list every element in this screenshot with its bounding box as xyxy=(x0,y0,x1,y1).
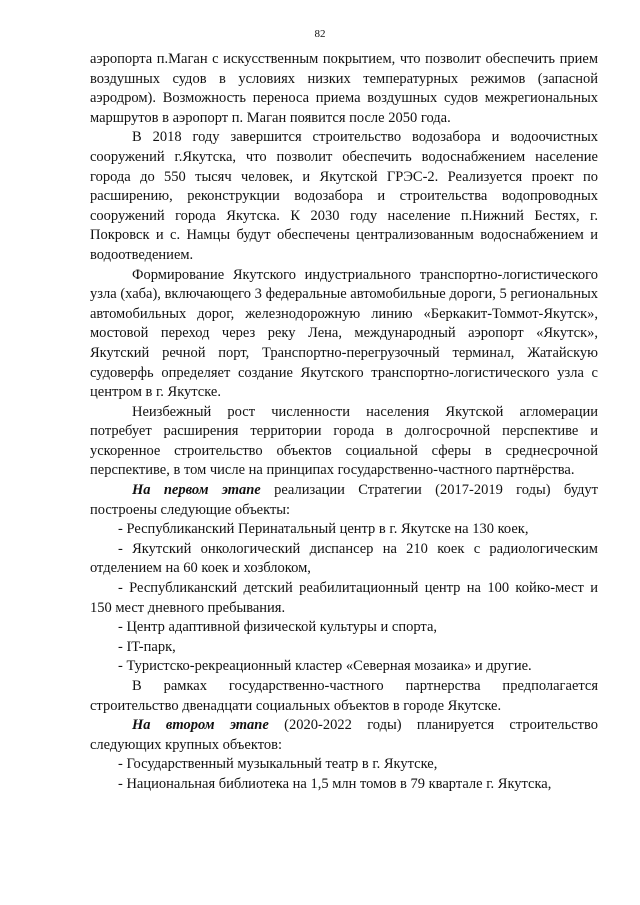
page-number: 82 xyxy=(314,28,326,40)
second-stage-heading: На втором этапе xyxy=(132,717,269,734)
paragraph-water-supply: В 2018 году завершится строительство водозабора и водоочистных сооружений г.Якутска, что позволит обеспечить водоснабжением население города до 550 тысяч человек, и Якутской ГРЭС-2. Реализуется проект по расширению, реконструкции водозабора и строительства водопроводных сооружений города Якутска. К 2030 году население п.Нижний Бестях, г. Покровск и с. Намцы будут обеспечены централизованным водоснабжением и водоотведением. xyxy=(90,129,598,263)
stage2-list-item: - Национальная библиотека на 1,5 млн томов в 79 квартале г. Якутска, xyxy=(118,775,552,792)
stage1-list-item: - Республиканский Перинатальный центр в г. Якутске на 130 коек, xyxy=(118,521,529,538)
paragraph-first-stage xyxy=(90,481,598,520)
paragraph-public-private: В рамках государственно-частного партнерства предполагается строительство двенадцати социальных объектов в городе Якутске. xyxy=(90,678,598,714)
first-stage-text: реализации Стратегии (2017-2019 годы) будут построены следующие объекты: xyxy=(90,482,598,518)
stage1-list-item: - Центр адаптивной физической культуры и спорта, xyxy=(118,619,437,636)
paragraph-transport-hub: Формирование Якутского индустриального транспортно-логистического узла (хаба), включающего 3 федеральные автомобильные дороги, 5 региональных автомобильных дорог, железнодорожную линию «Беркакит-Томмот-Якутск», мостовой переход через реку Лена, международный аэропорт «Якутск», Якутский речной порт, Транспортно-перегрузочный терминал, Жатайскую судоверфь определяет создание Якутского транспортно-логистического узла с центром в г. Якутске. xyxy=(90,266,598,401)
paragraph-airport: аэропорта п.Маган с искусственным покрытием, что позволит обеспечить прием воздушных судов в условиях низких температурных режимов (запасной аэродром). Возможность переноса приема воздушных судов межрегиональных маршрутов в аэропорт п. Маган появится после 2050 года. xyxy=(90,51,598,126)
stage2-list-item: - Государственный музыкальный театр в г. Якутске, xyxy=(118,756,438,773)
first-stage-heading: На первом этапе xyxy=(132,482,261,499)
paragraph-population-growth: Неизбежный рост численности населения Якутской агломерации потребует расширения территории города в долгосрочной перспективе и ускоренное строительство объектов социальной сферы в среднесрочной перспективе, в том числе на принципах государственно-частного партнёрства. xyxy=(90,403,598,479)
document-body xyxy=(90,50,598,795)
stage1-list-item: - IT-парк, xyxy=(118,638,176,655)
paragraph-second-stage xyxy=(90,716,598,755)
stage1-list-item: - Туристско-рекреационный кластер «Северная мозаика» и другие. xyxy=(118,658,532,675)
stage1-list-item: - Республиканский детский реабилитационный центр на 100 койко-мест и 150 мест дневного пребывания. xyxy=(90,580,598,616)
second-stage-text: (2020-2022 годы) планируется строительство следующих крупных объектов: xyxy=(90,717,598,753)
stage1-list-item: - Якутский онкологический диспансер на 210 коек с радиологическим отделением на 60 коек и хозблоком, xyxy=(90,540,598,577)
